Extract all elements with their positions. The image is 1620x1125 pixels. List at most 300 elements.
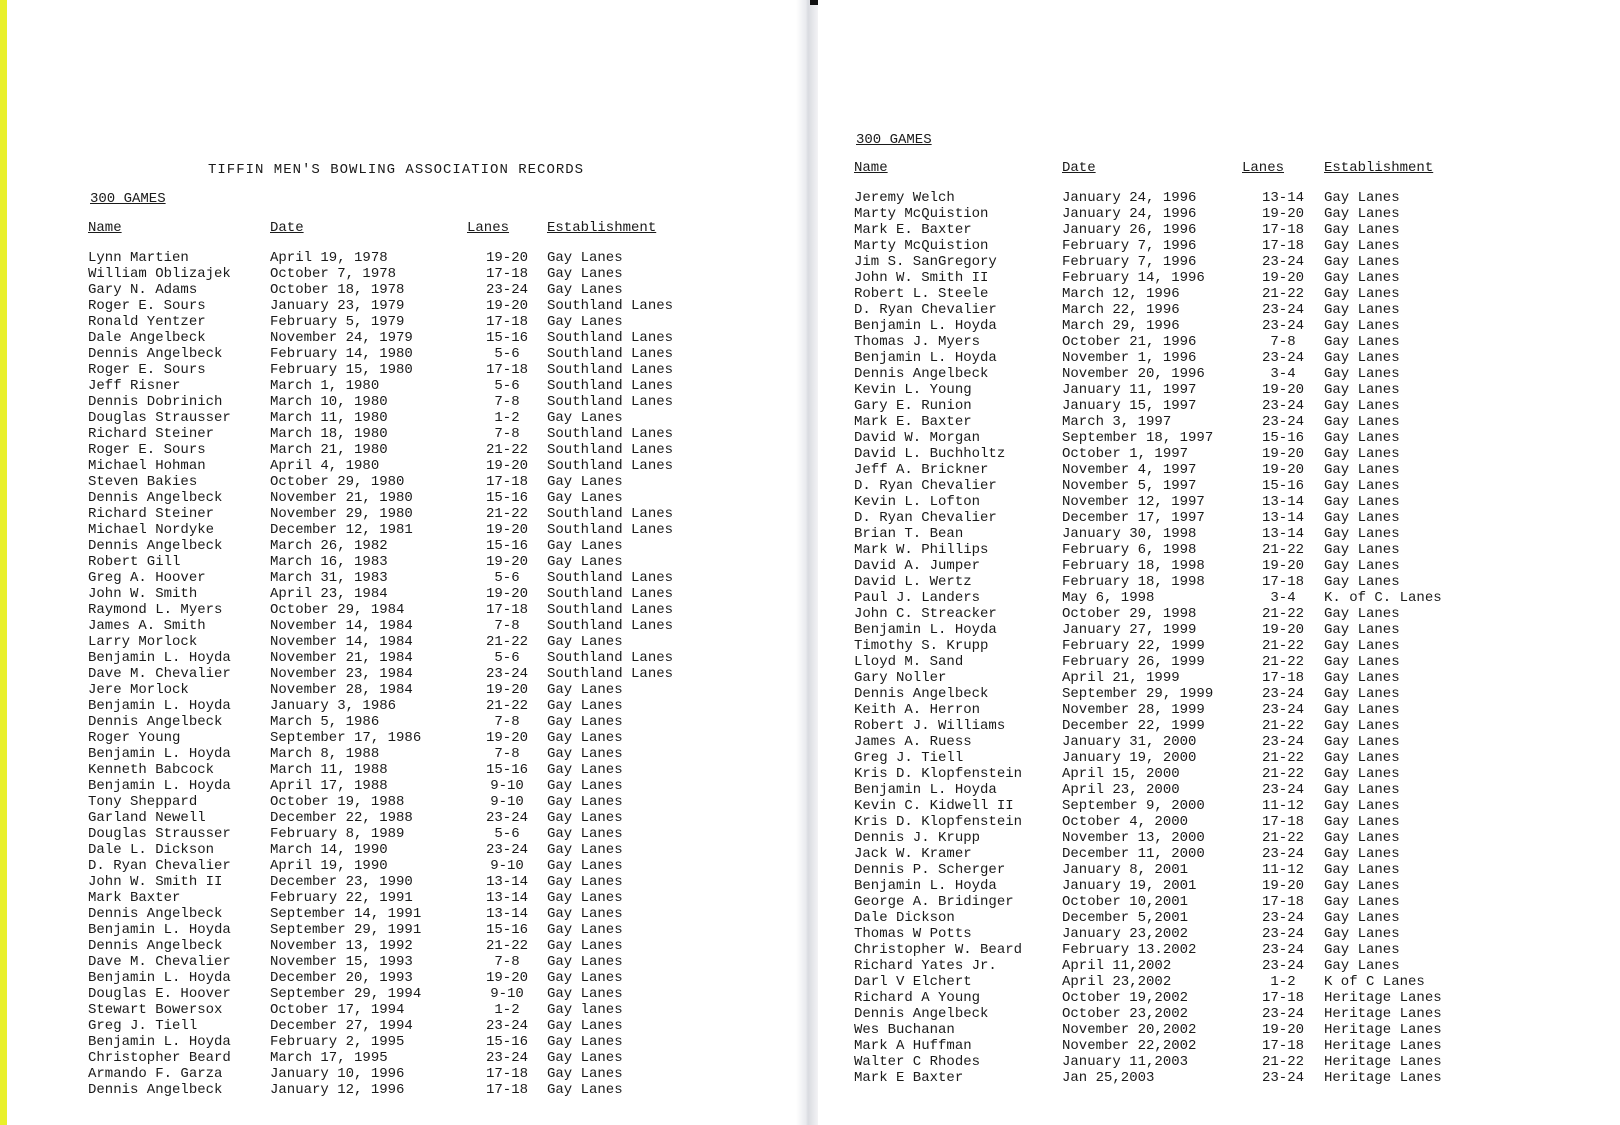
cell-lanes: 17-18 [485, 1066, 528, 1082]
cell-name: Dale Dickson [854, 910, 955, 926]
cell-lanes: 3-4 [1270, 590, 1296, 606]
cell-lanes: 19-20 [1261, 270, 1304, 286]
cell-name: Dennis Angelbeck [88, 906, 223, 922]
cell-lanes: 19-20 [1261, 206, 1304, 222]
cell-establishment: Gay Lanes [1324, 638, 1400, 654]
cell-lanes: 23-24 [1261, 942, 1304, 958]
cell-date: October 19,2002 [1062, 990, 1189, 1006]
table-row [854, 302, 1504, 318]
table-row [88, 538, 707, 554]
cell-date: March 21, 1980 [270, 442, 388, 458]
cell-name: Dennis Angelbeck [88, 714, 223, 730]
cell-date: December 22, 1988 [270, 810, 413, 826]
cell-name: Timothy S. Krupp [854, 638, 989, 654]
cell-name: Jere Morlock [88, 682, 189, 698]
cell-date: September 18, 1997 [1062, 430, 1214, 446]
cell-lanes: 21-22 [1261, 542, 1304, 558]
cell-name: Richard Steiner [88, 506, 215, 522]
cell-lanes: 5-6 [494, 650, 520, 666]
cell-name: Marty McQuistion [854, 238, 989, 254]
cell-establishment: Heritage Lanes [1324, 1022, 1442, 1038]
cell-name: Greg J. Tiell [88, 1018, 198, 1034]
cell-lanes: 23-24 [1261, 254, 1304, 270]
cell-establishment: Gay Lanes [1324, 542, 1400, 558]
table-row [854, 1038, 1504, 1054]
cell-date: October 23,2002 [1062, 1006, 1189, 1022]
cell-establishment: Gay Lanes [1324, 366, 1400, 382]
cell-establishment: K. of C. Lanes [1324, 590, 1442, 606]
cell-date: February 22, 1999 [1062, 638, 1205, 654]
cell-date: December 11, 2000 [1062, 846, 1205, 862]
cell-date: January 24, 1996 [1062, 206, 1197, 222]
cell-lanes: 15-16 [1261, 430, 1304, 446]
cell-name: Thomas W Potts [854, 926, 972, 942]
cell-lanes: 7-8 [494, 394, 520, 410]
cell-name: David L. Buchholtz [854, 446, 1006, 462]
cell-date: March 22, 1996 [1062, 302, 1180, 318]
cell-date: October 18, 1978 [270, 282, 405, 298]
cell-name: Thomas J. Myers [854, 334, 981, 350]
cell-establishment: Southland Lanes [547, 570, 674, 586]
cell-lanes: 17-18 [485, 602, 528, 618]
cell-name: Dave M. Chevalier [88, 666, 231, 682]
cell-date: November 20,2002 [1062, 1022, 1197, 1038]
column-header-lanes: Lanes [1242, 160, 1285, 176]
cell-establishment: Gay Lanes [547, 874, 623, 890]
table-row [854, 958, 1504, 974]
cell-establishment: Gay Lanes [1324, 462, 1400, 478]
cell-establishment: Southland Lanes [547, 330, 674, 346]
cell-date: October 10,2001 [1062, 894, 1189, 910]
cell-name: Christopher Beard [88, 1050, 231, 1066]
cell-establishment: Gay Lanes [547, 474, 623, 490]
cell-name: Marty McQuistion [854, 206, 989, 222]
records-table [88, 220, 707, 1098]
cell-date: November 20, 1996 [1062, 366, 1205, 382]
cell-name: Douglas E. Hoover [88, 986, 231, 1002]
cell-name: Jim S. SanGregory [854, 254, 997, 270]
cell-name: Kevin L. Lofton [854, 494, 981, 510]
cell-date: October 29, 1998 [1062, 606, 1197, 622]
cell-name: Lynn Martien [88, 250, 189, 266]
table-body [854, 190, 1504, 1086]
cell-date: October 19, 1988 [270, 794, 405, 810]
cell-lanes: 17-18 [485, 266, 528, 282]
cell-date: April 11,2002 [1062, 958, 1172, 974]
cell-establishment: Southland Lanes [547, 442, 674, 458]
cell-name: D. Ryan Chevalier [854, 510, 997, 526]
cell-lanes: 17-18 [485, 314, 528, 330]
cell-date: December 12, 1981 [270, 522, 413, 538]
cell-name: Gary Noller [854, 670, 947, 686]
table-row [854, 750, 1504, 766]
cell-establishment: Gay Lanes [1324, 270, 1400, 286]
cell-establishment: Gay Lanes [547, 250, 623, 266]
column-header-establishment: Establishment [1324, 160, 1434, 176]
table-row [88, 522, 707, 538]
cell-date: March 17, 1995 [270, 1050, 388, 1066]
cell-lanes: 17-18 [1261, 238, 1304, 254]
cell-lanes: 13-14 [1261, 190, 1304, 206]
table-row [88, 794, 707, 810]
cell-establishment: Heritage Lanes [1324, 1054, 1442, 1070]
cell-date: February 7, 1996 [1062, 254, 1197, 270]
cell-establishment: Gay Lanes [547, 922, 623, 938]
cell-name: Benjamin L. Hoyda [88, 1034, 231, 1050]
cell-date: November 13, 2000 [1062, 830, 1205, 846]
cell-date: December 5,2001 [1062, 910, 1189, 926]
cell-lanes: 21-22 [1261, 766, 1304, 782]
cell-lanes: 23-24 [1261, 958, 1304, 974]
cell-establishment: Gay Lanes [547, 1050, 623, 1066]
table-row [88, 666, 707, 682]
cell-lanes: 23-24 [1261, 702, 1304, 718]
cell-lanes: 7-8 [494, 426, 520, 442]
cell-establishment: Gay Lanes [547, 746, 623, 762]
cell-lanes: 15-16 [485, 922, 528, 938]
cell-date: January 19, 2000 [1062, 750, 1197, 766]
cell-name: Benjamin L. Hoyda [854, 878, 997, 894]
table-row [88, 714, 707, 730]
table-row [854, 238, 1504, 254]
cell-name: Richard Steiner [88, 426, 215, 442]
cell-date: November 4, 1997 [1062, 462, 1197, 478]
cell-name: David A. Jumper [854, 558, 981, 574]
cell-date: September 29, 1991 [270, 922, 422, 938]
cell-date: January 10, 1996 [270, 1066, 405, 1082]
cell-establishment: Southland Lanes [547, 298, 674, 314]
cell-name: Christopher W. Beard [854, 942, 1023, 958]
cell-establishment: Gay Lanes [547, 538, 623, 554]
cell-date: September 9, 2000 [1062, 798, 1205, 814]
cell-lanes: 5-6 [494, 826, 520, 842]
cell-name: Dave M. Chevalier [88, 954, 231, 970]
cell-lanes: 21-22 [485, 634, 528, 650]
cell-establishment: Southland Lanes [547, 650, 674, 666]
table-row [88, 1066, 707, 1082]
cell-lanes: 23-24 [485, 666, 528, 682]
cell-establishment: K of C Lanes [1324, 974, 1425, 990]
cell-lanes: 19-20 [485, 970, 528, 986]
cell-name: D. Ryan Chevalier [854, 478, 997, 494]
cell-date: January 27, 1999 [1062, 622, 1197, 638]
cell-date: March 1, 1980 [270, 378, 380, 394]
cell-establishment: Gay Lanes [547, 554, 623, 570]
cell-lanes: 7-8 [494, 618, 520, 634]
cell-lanes: 11-12 [1261, 798, 1304, 814]
cell-date: October 4, 2000 [1062, 814, 1189, 830]
cell-establishment: Gay Lanes [1324, 478, 1400, 494]
cell-establishment: Gay Lanes [547, 858, 623, 874]
cell-establishment: Gay Lanes [1324, 766, 1400, 782]
cell-lanes: 23-24 [485, 810, 528, 826]
cell-name: Dennis Dobrinich [88, 394, 223, 410]
cell-lanes: 23-24 [1261, 302, 1304, 318]
cell-name: Mark W. Phillips [854, 542, 989, 558]
cell-date: September 29, 1994 [270, 986, 422, 1002]
cell-establishment: Gay Lanes [1324, 910, 1400, 926]
cell-date: April 15, 2000 [1062, 766, 1180, 782]
cell-lanes: 17-18 [485, 474, 528, 490]
table-row [88, 618, 707, 634]
table-row [854, 718, 1504, 734]
table-row [88, 378, 707, 394]
cell-date: March 11, 1980 [270, 410, 388, 426]
cell-name: D. Ryan Chevalier [88, 858, 231, 874]
cell-establishment: Gay Lanes [1324, 350, 1400, 366]
cell-name: Mark A Huffman [854, 1038, 972, 1054]
cell-lanes: 23-24 [1261, 686, 1304, 702]
cell-name: Kris D. Klopfenstein [854, 814, 1023, 830]
cell-date: September 29, 1999 [1062, 686, 1214, 702]
table-row [88, 922, 707, 938]
cell-name: Richard A Young [854, 990, 981, 1006]
cell-establishment: Gay Lanes [547, 314, 623, 330]
table-row [854, 894, 1504, 910]
cell-name: Mark E. Baxter [854, 414, 972, 430]
cell-date: March 18, 1980 [270, 426, 388, 442]
cell-date: March 12, 1996 [1062, 286, 1180, 302]
cell-name: Richard Yates Jr. [854, 958, 997, 974]
cell-name: Gary N. Adams [88, 282, 198, 298]
cell-lanes: 21-22 [1261, 606, 1304, 622]
cell-lanes: 21-22 [485, 442, 528, 458]
table-row [854, 350, 1504, 366]
cell-name: Darl V Elchert [854, 974, 972, 990]
cell-lanes: 19-20 [485, 458, 528, 474]
cell-lanes: 23-24 [1261, 846, 1304, 862]
cell-establishment: Southland Lanes [547, 378, 674, 394]
cell-name: Greg A. Hoover [88, 570, 206, 586]
table-row [88, 426, 707, 442]
cell-lanes: 13-14 [485, 906, 528, 922]
table-row [854, 974, 1504, 990]
cell-date: February 15, 1980 [270, 362, 413, 378]
cell-lanes: 3-4 [1270, 366, 1296, 382]
cell-date: March 26, 1982 [270, 538, 388, 554]
cell-date: September 17, 1986 [270, 730, 422, 746]
table-row [854, 606, 1504, 622]
cell-establishment: Gay Lanes [1324, 302, 1400, 318]
cell-date: November 28, 1984 [270, 682, 413, 698]
table-row [854, 830, 1504, 846]
records-table [854, 160, 1504, 1086]
table-row [854, 1054, 1504, 1070]
cell-establishment: Gay Lanes [1324, 654, 1400, 670]
cell-lanes: 21-22 [1261, 638, 1304, 654]
table-row [88, 842, 707, 858]
cell-date: November 14, 1984 [270, 634, 413, 650]
table-row [854, 510, 1504, 526]
table-row [854, 494, 1504, 510]
cell-establishment: Gay Lanes [547, 1082, 623, 1098]
cell-name: Dennis Angelbeck [88, 346, 223, 362]
cell-date: February 6, 1998 [1062, 542, 1197, 558]
cell-establishment: Gay Lanes [547, 1018, 623, 1034]
cell-date: January 3, 1986 [270, 698, 397, 714]
cell-establishment: Gay Lanes [1324, 334, 1400, 350]
cell-date: March 29, 1996 [1062, 318, 1180, 334]
table-row [854, 926, 1504, 942]
table-row [854, 798, 1504, 814]
cell-lanes: 21-22 [1261, 654, 1304, 670]
cell-name: Benjamin L. Hoyda [88, 650, 231, 666]
table-row [88, 442, 707, 458]
cell-date: October 29, 1980 [270, 474, 405, 490]
cell-date: February 5, 1979 [270, 314, 405, 330]
cell-date: January 11, 1997 [1062, 382, 1197, 398]
cell-name: Dennis Angelbeck [854, 1006, 989, 1022]
document-title: TIFFIN MEN'S BOWLING ASSOCIATION RECORDS [208, 162, 585, 178]
cell-name: Jack W. Kramer [854, 846, 972, 862]
cell-name: John W. Smith II [88, 874, 223, 890]
cell-establishment: Gay Lanes [1324, 670, 1400, 686]
table-row [854, 446, 1504, 462]
cell-name: Mark E Baxter [854, 1070, 964, 1086]
cell-establishment: Gay Lanes [1324, 494, 1400, 510]
cell-establishment: Gay Lanes [1324, 830, 1400, 846]
table-row [88, 394, 707, 410]
cell-establishment: Gay Lanes [547, 490, 623, 506]
cell-establishment: Gay Lanes [547, 810, 623, 826]
cell-lanes: 9-10 [490, 858, 524, 874]
table-row [854, 462, 1504, 478]
cell-lanes: 13-14 [485, 874, 528, 890]
cell-date: December 20, 1993 [270, 970, 413, 986]
cell-name: Raymond L. Myers [88, 602, 223, 618]
cell-date: December 22, 1999 [1062, 718, 1205, 734]
cell-lanes: 7-8 [494, 954, 520, 970]
cell-date: March 3, 1997 [1062, 414, 1172, 430]
table-row [88, 346, 707, 362]
table-row [88, 458, 707, 474]
cell-lanes: 19-20 [485, 522, 528, 538]
cell-date: December 27, 1994 [270, 1018, 413, 1034]
table-row [88, 906, 707, 922]
cell-lanes: 23-24 [1261, 1006, 1304, 1022]
cell-lanes: 19-20 [1261, 878, 1304, 894]
cell-date: January 31, 2000 [1062, 734, 1197, 750]
cell-establishment: Gay Lanes [1324, 254, 1400, 270]
table-row [854, 686, 1504, 702]
cell-lanes: 15-16 [485, 762, 528, 778]
cell-name: Dennis Angelbeck [88, 490, 223, 506]
table-row [88, 474, 707, 490]
cell-date: November 24, 1979 [270, 330, 413, 346]
table-row [88, 682, 707, 698]
table-row [88, 362, 707, 378]
cell-lanes: 23-24 [1261, 398, 1304, 414]
cell-date: March 31, 1983 [270, 570, 388, 586]
column-header-lanes: Lanes [467, 220, 510, 236]
table-row [88, 730, 707, 746]
cell-establishment: Gay Lanes [547, 890, 623, 906]
cell-date: November 23, 1984 [270, 666, 413, 682]
table-row [88, 778, 707, 794]
cell-establishment: Heritage Lanes [1324, 1070, 1442, 1086]
cell-date: November 14, 1984 [270, 618, 413, 634]
table-row [88, 314, 707, 330]
table-row [854, 766, 1504, 782]
cell-date: February 18, 1998 [1062, 574, 1205, 590]
cell-lanes: 21-22 [1261, 830, 1304, 846]
cell-date: April 23,2002 [1062, 974, 1172, 990]
cell-name: Kris D. Klopfenstein [854, 766, 1023, 782]
cell-lanes: 5-6 [494, 346, 520, 362]
table-row [854, 574, 1504, 590]
cell-date: November 12, 1997 [1062, 494, 1205, 510]
cell-name: Benjamin L. Hoyda [854, 318, 997, 334]
cell-lanes: 17-18 [485, 1082, 528, 1098]
cell-name: Roger E. Sours [88, 442, 206, 458]
table-row [854, 654, 1504, 670]
cell-establishment: Gay Lanes [547, 986, 623, 1002]
cell-date: October 7, 1978 [270, 266, 397, 282]
cell-establishment: Gay Lanes [1324, 238, 1400, 254]
table-row [88, 506, 707, 522]
cell-establishment: Gay Lanes [547, 634, 623, 650]
table-row [854, 1006, 1504, 1022]
cell-name: Roger E. Sours [88, 298, 206, 314]
cell-lanes: 15-16 [485, 1034, 528, 1050]
cell-establishment: Southland Lanes [547, 602, 674, 618]
table-row [88, 1050, 707, 1066]
cell-name: Armando F. Garza [88, 1066, 223, 1082]
cell-establishment: Heritage Lanes [1324, 1006, 1442, 1022]
cell-name: George A. Bridinger [854, 894, 1014, 910]
table-row [88, 954, 707, 970]
cell-lanes: 17-18 [1261, 894, 1304, 910]
cell-date: October 1, 1997 [1062, 446, 1189, 462]
table-row [854, 398, 1504, 414]
cell-lanes: 21-22 [1261, 718, 1304, 734]
cell-name: William Oblizajek [88, 266, 231, 282]
table-row [854, 414, 1504, 430]
cell-date: February 18, 1998 [1062, 558, 1205, 574]
table-row [854, 270, 1504, 286]
cell-date: February 7, 1996 [1062, 238, 1197, 254]
cell-name: Dale Angelbeck [88, 330, 206, 346]
cell-lanes: 21-22 [1261, 1054, 1304, 1070]
cell-name: Mark Baxter [88, 890, 181, 906]
cell-date: February 14, 1980 [270, 346, 413, 362]
cell-name: Wes Buchanan [854, 1022, 955, 1038]
cell-establishment: Gay Lanes [547, 794, 623, 810]
cell-lanes: 5-6 [494, 570, 520, 586]
cell-date: March 5, 1986 [270, 714, 380, 730]
cell-establishment: Gay Lanes [547, 698, 623, 714]
cell-lanes: 19-20 [1261, 382, 1304, 398]
section-title: 300 GAMES [856, 132, 932, 148]
cell-establishment: Gay Lanes [1324, 318, 1400, 334]
table-row [854, 622, 1504, 638]
table-row [854, 478, 1504, 494]
table-row [88, 1082, 707, 1098]
table-row [854, 382, 1504, 398]
cell-name: Greg J. Tiell [854, 750, 964, 766]
cell-date: April 21, 1999 [1062, 670, 1180, 686]
column-header-name: Name [88, 220, 122, 236]
table-row [88, 554, 707, 570]
table-row [854, 366, 1504, 382]
cell-name: Roger E. Sours [88, 362, 206, 378]
cell-name: Robert J. Williams [854, 718, 1006, 734]
cell-establishment: Gay Lanes [547, 778, 623, 794]
column-header-date: Date [1062, 160, 1096, 176]
cell-date: May 6, 1998 [1062, 590, 1155, 606]
cell-establishment: Gay Lanes [547, 906, 623, 922]
table-row [854, 190, 1504, 206]
